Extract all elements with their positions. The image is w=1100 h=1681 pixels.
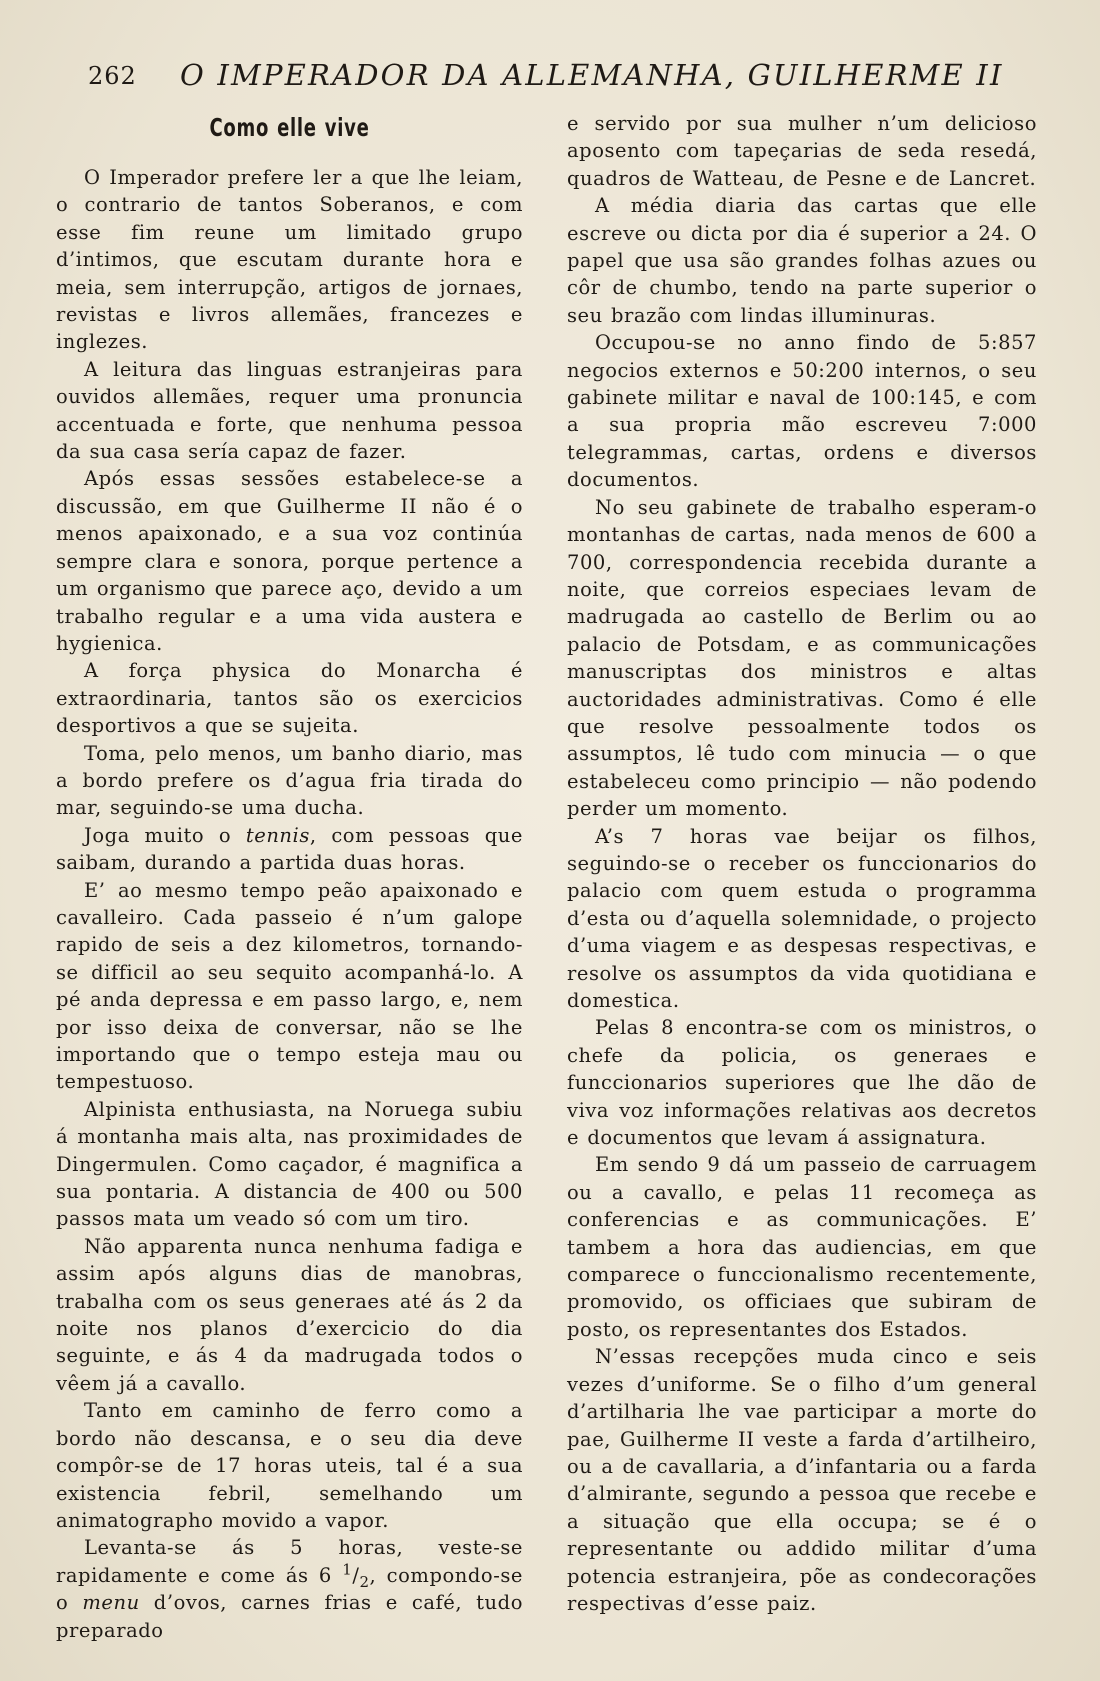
running-head <box>88 58 1004 102</box>
paragraph: Após essas sessões estabelece-se a discussão, em que Guilherme II não é o menos apaixonado, e a sua voz continúa sempre clara e sonora, porque pertence a um organismo que parece aço, devido a um trabalho regular e a uma vida austera e hygienica. <box>56 467 523 655</box>
paragraph: O Imperador prefere ler a que lhe leiam, o contrario de tantos Soberanos, e com esse fim reune um limitado grupo d’intimos, que escutam durante hora e meia, sem interrupção, artigos de jornaes, revistas e livros allemães, francezes e inglezes. <box>56 166 523 354</box>
section-title: Como elle vive <box>209 113 370 142</box>
paragraph: Pelas 8 encontra-se com os ministros, o chefe da policia, os generaes e funccionarios superiores que lhe dão de viva voz informações relativas aos decretos e documentos que levam á assignatura. <box>567 1016 1037 1150</box>
paragraph: A média diaria das cartas que elle escreve ou dicta por dia é superior a 24. O papel que usa são grandes folhas azues ou côr de chumbo, tendo na parte superior o seu brazão com lindas illuminuras. <box>567 194 1037 327</box>
paragraph: E’ ao mesmo tempo peão apaixonado e cavalleiro. Cada passeio é n’um galope rapido de seis a dez kilometros, tornando-se difficil ao seu sequito acompanhá-lo. A pé anda depressa e em passo largo, e, nem por isso deixa de conversar, não se lhe importando que o tempo esteja mau ou tempestuoso. <box>56 878 523 1094</box>
paragraph: No seu gabinete de trabalho esperam-o montanhas de cartas, nada menos de 600 a 700, correspondencia recebida durante a noite, que correios especiaes levam de madrugada ao castello de Berlim ou ao palacio de Potsdam, e as communicações manuscriptas dos ministros e altas auctoridades administrativas. Como é elle que resolve pessoalmente todos os assumptos, lê tudo com minucia — o que estabeleceu como principio — não podendo perder um momento. <box>567 495 1037 821</box>
text-run: Joga muito o <box>84 823 246 847</box>
paragraph: A força physica do Monarcha é extraordinaria, tantos são os exercicios desportivos a que se sujeita. <box>56 659 523 738</box>
fraction-numerator: 1 <box>342 1560 353 1579</box>
text-run: , compondo-se o <box>56 1563 523 1615</box>
paragraph: Tanto em caminho de ferro como a bordo não descansa, e o seu dia deve compôr-se de 17 horas uteis, tal é a sua existencia febril, semelhando um animatographo movido a vapor. <box>56 1399 523 1532</box>
paragraph-continuation: e servido por sua mulher n’um delicioso aposento com tapeçarias de seda resedá, quadros de Watteau, de Pesne e de Lancret. <box>567 112 1037 190</box>
paragraph: N’essas recepções muda cinco e seis vezes d’uniforme. Se o filho d’um general d’artilharia lhe vae participar a morte do pae, Guilherme II veste a farda d’artilheiro, ou a de cavallaria, a d’infantaria ou a farda d’almirante, segundo a pessoa que recebe e a situação que ella occupa; se é o representante ou addido militar d’uma potencia estranjeira, põe as condecorações respectivas d’esse paiz. <box>567 1345 1037 1615</box>
italic-word: tennis <box>245 823 310 847</box>
text-run: Levanta-se ás 5 horas, veste-se rapidamente e come ás 6 <box>56 1536 523 1587</box>
text-run: d’ovos, carnes frias e café, tudo preparado <box>56 1591 523 1642</box>
paragraph: Alpinista enthusiasta, na Noruega subiu á montanha mais alta, nas proximidades de Dingermulen. Como caçador, é magnifica a sua pontaria. A distancia de 400 ou 500 passos mata um veado só com um tiro. <box>56 1097 523 1231</box>
page-number: 262 <box>88 62 137 90</box>
italic-word: menu <box>82 1591 140 1615</box>
paragraph: Occupou-se no anno findo de 5:857 negocios externos e 50:200 internos, o seu gabinete militar e naval de 100:145, e com a sua propria mão escreveu 7:000 telegrammas, cartas, ordens e diversos documentos. <box>567 331 1037 492</box>
right-column <box>567 110 1037 1617</box>
running-title: O IMPERADOR DA ALLEMANHA, GUILHERME II <box>180 58 1004 92</box>
text-run: , com pessoas que saibam, durando a partida duas horas. <box>56 823 523 875</box>
paragraph-tennis <box>56 822 523 877</box>
paragraph: A’s 7 horas vae beijar os filhos, seguindo-se o receber os funccionarios do palacio com quem estuda o programma d’esta ou d’aquella solemnidade, o projecto d’uma viagem e as despesas respectivas, e resolve os assumptos da vida quotidiana e domestica. <box>567 824 1037 1012</box>
fraction-denominator: 2 <box>359 1572 370 1591</box>
paragraph: Toma, pelo menos, um banho diario, mas a bordo prefere os d’agua fria tirada do mar, seguindo-se uma ducha. <box>56 741 523 820</box>
paragraph: A leitura das linguas estranjeiras para ouvidos allemães, requer uma pronuncia accentuada e forte, que nenhuma pessoa da sua casa sería capaz de fazer. <box>56 357 523 464</box>
paragraph: Não apparenta nunca nenhuma fadiga e assim após alguns dias de manobras, trabalha com os seus generaes até ás 2 da noite nos planos d’exercicio do dia seguinte, e ás 4 da madrugada todos o vêem já a cavallo. <box>56 1234 523 1395</box>
paragraph-breakfast: Levanta-se ás 5 horas, veste-se rapidamente e come ás 6 $^1/_2$, compondo-se o menu d’ovos, carnes frias e café, tudo preparado <box>56 1536 523 1642</box>
paragraph: Em sendo 9 dá um passeio de carruagem ou a cavallo, e pelas 11 recomeça as conferencias e as communicações. E’ tambem a hora das audiencias, em que comparece o funccionalismo recentemente, promovido, os officiaes que subiram de posto, os representantes dos Estados. <box>567 1153 1037 1341</box>
left-column <box>56 112 523 1644</box>
